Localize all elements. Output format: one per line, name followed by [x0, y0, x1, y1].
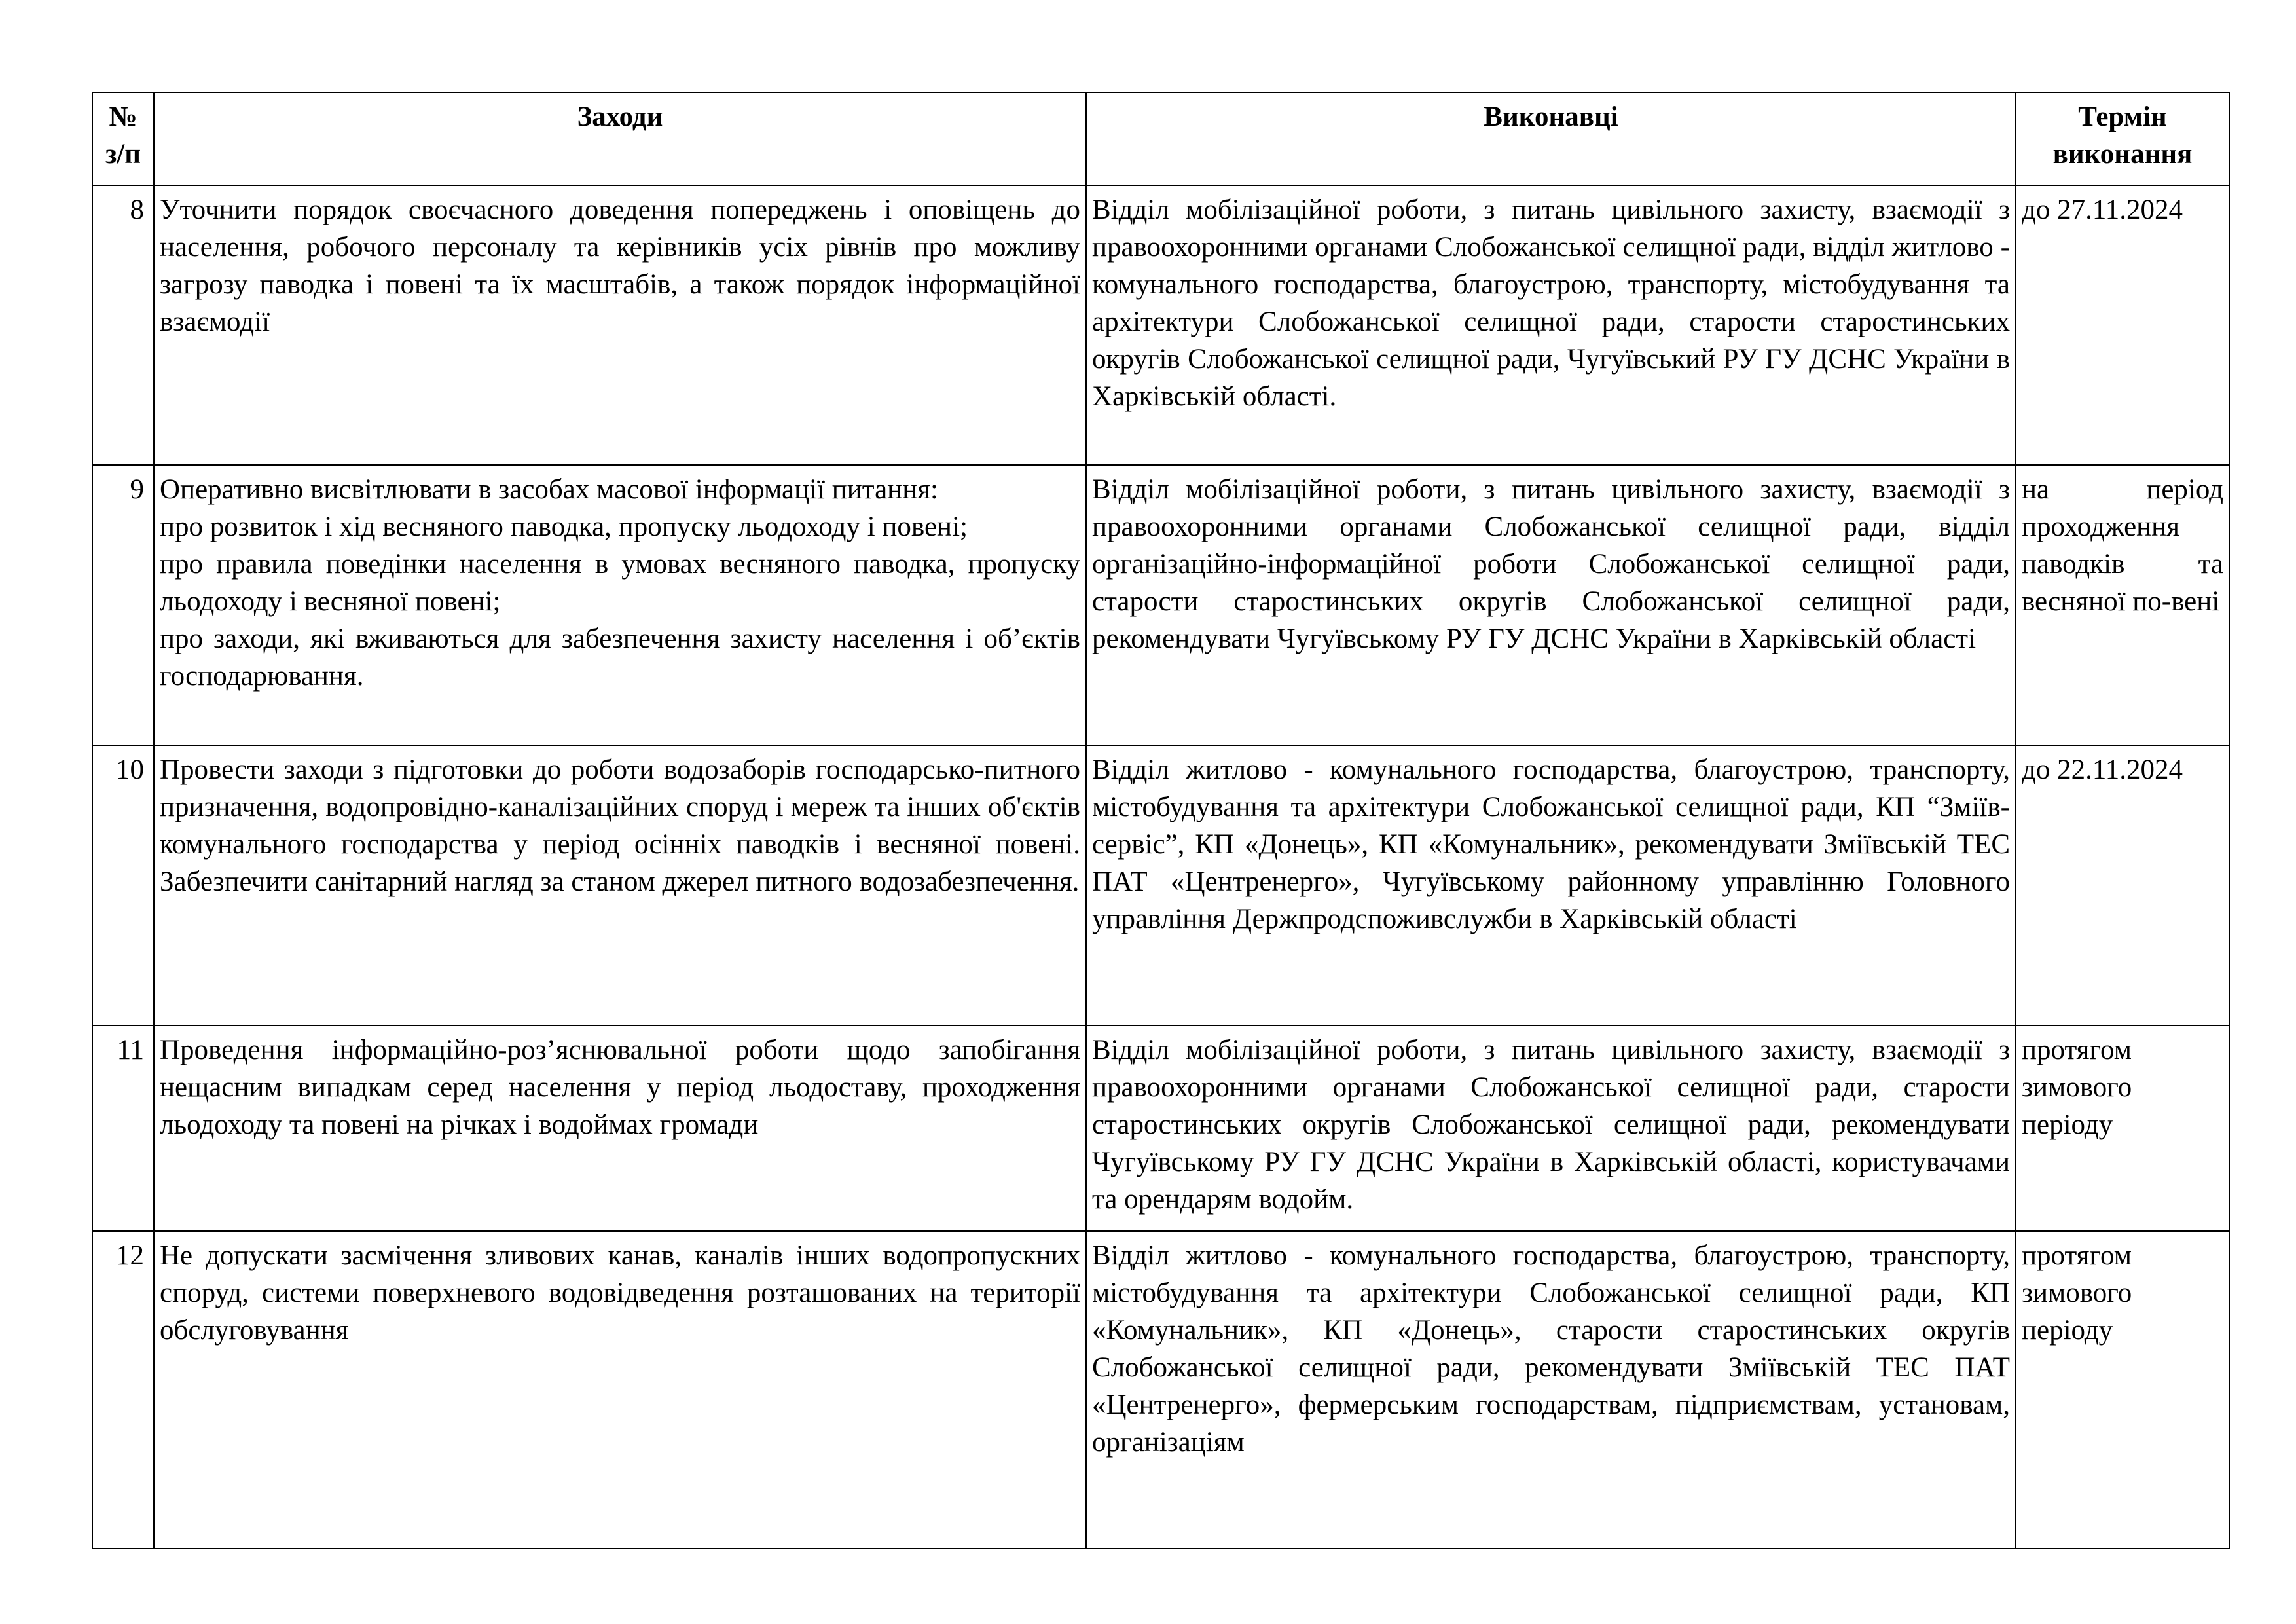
header-measures: Заходи [154, 92, 1086, 185]
row-number: 9 [92, 465, 154, 745]
measure-line: про правила поведінки населення в умовах весняного паводка, пропуску льодоходу і весняної повені; [160, 549, 1080, 617]
executors-cell: Відділ житлово - комунального господарства, благоустрою, транспорту, містобудування та архітектури Слобожанської селищної ради, КП “Зміїв-сервіс”, КП «Донець», КП «Комунальник», рекомендувати Зміївській ТЕС ПАТ «Центренерго», Чугуївському районному управлінню Головного управління Держпродспоживслужби в Харківській області [1086, 745, 2016, 1025]
measure-line: про заходи, які вживаються для забезпечення захисту населення і об’єктів господарювання. [160, 623, 1080, 692]
measure-line: Оперативно висвітлювати в засобах масової інформації питання: [160, 474, 938, 505]
row-number: 10 [92, 745, 154, 1025]
executors-cell: Відділ мобілізаційної роботи, з питань цивільного захисту, взаємодії з правоохоронними органами Слобожанської селищної ради, старости старостинських округів Слобожанської селищної ради, рекомендувати Чугуївському РУ ГУ ДСНС України в Харківській області, користувачами та орендарям водойм. [1086, 1025, 2016, 1231]
measure-cell: Уточнити порядок своєчасного доведення попереджень і оповіщень до населення, робочого персоналу та керівників усіх рівнів про можливу загрозу паводка і повені та їх масштабів, а також порядок інформаційної взаємодії [154, 185, 1086, 465]
table-row [92, 745, 2229, 1025]
measure-cell: Проведення інформаційно-роз’яснювальної роботи щодо запобігання нещасним випадкам серед населення у період льодоставу, проходження льодоходу та повені на річках і водоймах громади [154, 1025, 1086, 1231]
executors-cell: Відділ житлово - комунального господарства, благоустрою, транспорту, містобудування та архітектури Слобожанської селищної ради, КП «Комунальник», КП «Донець», старости старостинських округів Слобожанської селищної ради, рекомендувати Зміївській ТЕС ПАТ «Центренерго», фермерським господарствам, підприємствам, установам, організаціям [1086, 1231, 2016, 1549]
table-header-row [92, 92, 2229, 185]
executors-cell: Відділ мобілізаційної роботи, з питань цивільного захисту, взаємодії з правоохоронними органами Слобожанської селищної ради, відділ житлово - комунального господарства, благоустрою, транспорту, містобудування та архітектури Слобожанської селищної ради, старости старостинських округів Слобожанської селищної ради, Чугуївський РУ ГУ ДСНС України в Харківській області. [1086, 185, 2016, 465]
measure-cell: Провести заходи з підготовки до роботи водозаборів господарсько-питного призначення, водопровідно-каналізаційних споруд і мереж та інших об'єктів комунального господарства у період осінніх паводків і весняної повені. Забезпечити санітарний нагляд за станом джерел питного водозабезпечення. [154, 745, 1086, 1025]
measure-line: про розвиток і хід весняного паводка, пропуску льодоходу і повені; [160, 511, 968, 542]
table-row [92, 1231, 2229, 1549]
measures-table [92, 92, 2230, 1549]
term-cell: протягом зимового періоду [2016, 1025, 2229, 1231]
table-row [92, 185, 2229, 465]
header-term: Термін виконання [2016, 92, 2229, 185]
term-cell: на період проходження паводків та весняної по-вені [2016, 465, 2229, 745]
measure-cell [154, 465, 1086, 745]
row-number: 8 [92, 185, 154, 465]
term-cell: протягом зимового періоду [2016, 1231, 2229, 1549]
row-number: 12 [92, 1231, 154, 1549]
measure-cell: Не допускати засмічення зливових канав, каналів інших водопропускних споруд, системи поверхневого водовідведення розташованих на території обслуговування [154, 1231, 1086, 1549]
header-num: № з/п [92, 92, 154, 185]
header-executors: Виконавці [1086, 92, 2016, 185]
term-cell: до 22.11.2024 [2016, 745, 2229, 1025]
executors-cell: Відділ мобілізаційної роботи, з питань цивільного захисту, взаємодії з правоохоронними органами Слобожанської селищної ради, відділ організаційно-інформаційної роботи Слобожанської селищної ради, старости старостинських округів Слобожанської селищної ради, рекомендувати Чугуївському РУ ГУ ДСНС України в Харківській області [1086, 465, 2016, 745]
table-row [92, 1025, 2229, 1231]
term-cell: до 27.11.2024 [2016, 185, 2229, 465]
row-number: 11 [92, 1025, 154, 1231]
table-row [92, 465, 2229, 745]
